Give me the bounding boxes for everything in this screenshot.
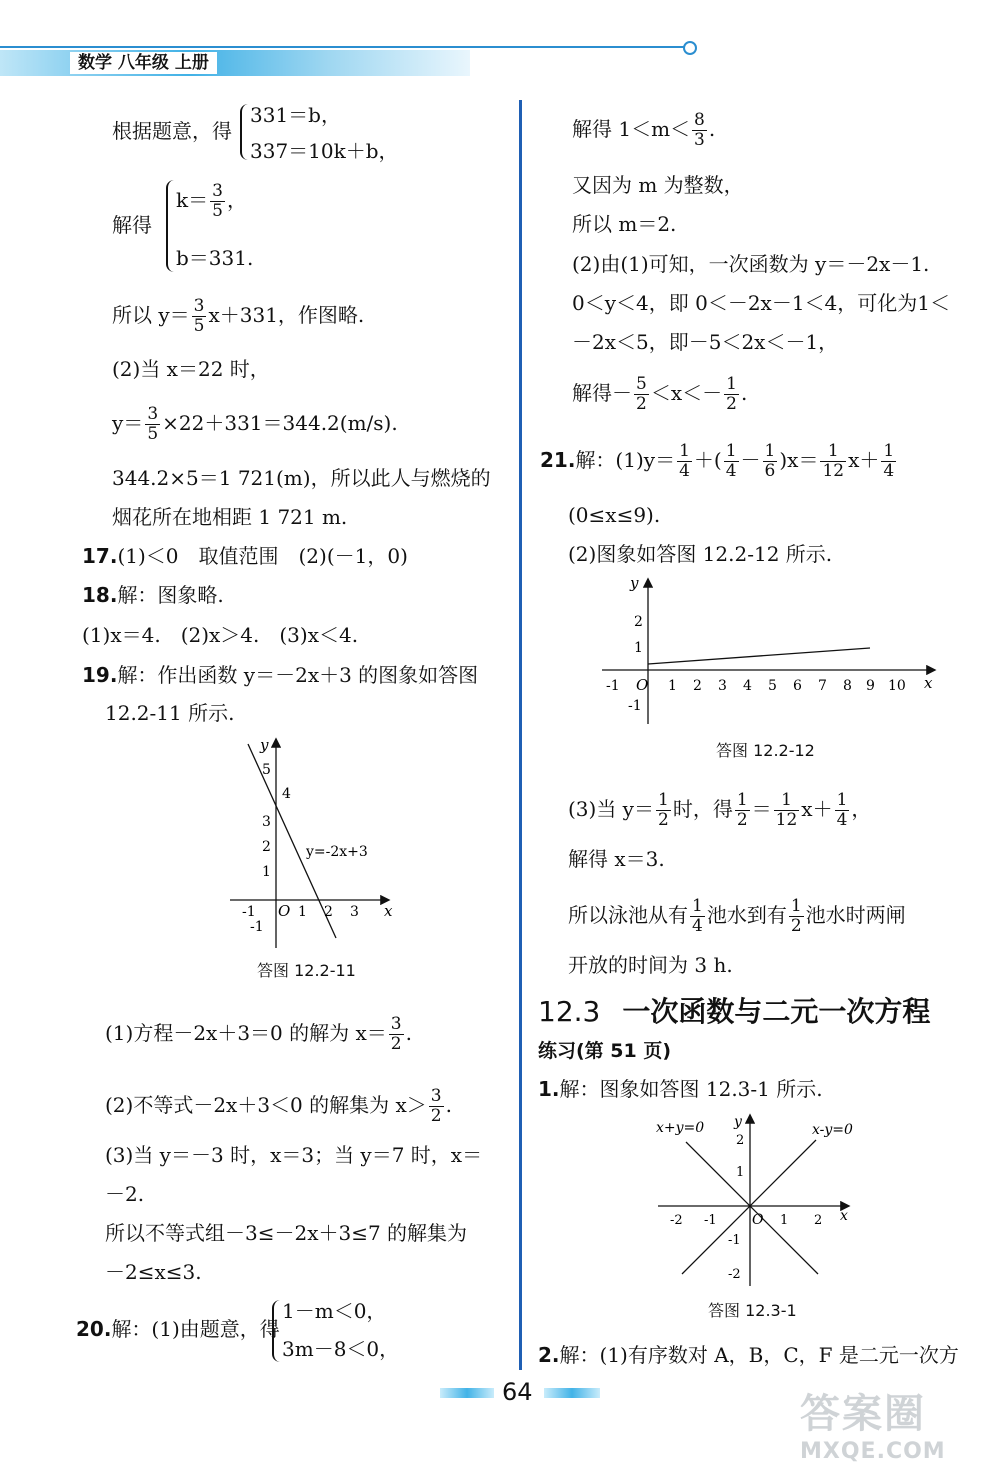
left-line-4: (2)当 x＝22 时， [112,357,270,381]
right-line-3: 所以 m＝2. [572,212,677,236]
x-tick: -1 [704,1213,717,1228]
y-axis-label: y [734,1114,742,1130]
left-eq-2: 337＝10k＋b， [250,139,399,163]
y-tick: 1 [634,640,643,656]
x-tick: 2 [814,1213,823,1228]
y-axis-label: y [630,574,639,592]
line-label-right: x-y=0 [812,1122,853,1138]
practice-1: 1.解：图象如答图 12.3-1 所示. [538,1077,823,1101]
q21-part2: (2)图象如答图 12.2-12 所示. [568,542,833,566]
footer-band-left [440,1388,494,1398]
x-tick: 2 [693,678,702,694]
q21-conclusion: 所以泳池从有 $\frac{1}{4}$ 池水到有 $\frac{1}{2}$ 池水时两闸 [568,896,906,936]
right-line-7: 解得－ $\frac{5}{2}$ ＜x＜－ $\frac{1}{2}$ . [572,374,748,414]
answer-3: (3)当 y＝－3 时，x＝3；当 y＝7 时，x＝ [105,1143,483,1167]
y-axis-label: y [260,736,269,754]
figure-caption: 答图 12.2-12 [716,741,815,760]
origin-label: O [752,1212,764,1228]
q20-eq-1: 1－m＜0， [282,1299,387,1323]
page-number: 64 [502,1378,533,1406]
origin-label: O [278,902,291,920]
page-footer [440,1378,600,1408]
y-tick: 2 [634,614,643,630]
watermark-text: 答案圈 [800,1391,926,1437]
y-tick: 1 [736,1165,745,1180]
right-line-4: (2)由(1)可知，一次函数为 y＝－2x－1. [572,252,930,276]
answer-1: (1)方程－2x＋3＝0 的解为 x＝ $\frac{3}{2}$ . [105,1014,412,1054]
system-brace-2 [166,180,174,272]
question-19: 19.解：作出函数 y＝－2x＋3 的图象如答图 [82,663,479,687]
left-eq-3: k＝ $\frac{3}{5}$ ， [176,181,247,221]
figure-caption: 答图 12.3-1 [708,1301,797,1320]
x-tick: 3 [718,678,727,694]
y-tick: -2 [728,1267,741,1282]
question-20: 20.解：(1)由题意，得 [76,1317,280,1341]
practice-heading: 练习(第 51 页) [538,1040,672,1062]
x-tick: 7 [818,678,827,694]
x-tick: 6 [793,678,802,694]
watermark-url: MXQE.COM [800,1439,946,1464]
header-title: 数学 八年级 上册 [70,52,217,74]
q21-part3: (3)当 y＝ $\frac{1}{2}$ 时，得 $\frac{1}{2}$ ＝ $\frac{1}{12}$ x＋ $\frac{1}{4}$ ， [568,790,872,830]
left-line-7: 烟花所在地相距 1 721 m. [112,505,348,529]
left-line-5: y＝ $\frac{3}{5}$ ×22＋331＝344.2(m/s). [112,404,398,444]
q21-range: (0≤x≤9). [568,503,661,527]
figure-12-2-11 [220,730,400,952]
section-heading: 12.3 一次函数与二元一次方程 [538,995,931,1028]
x-tick: -2 [670,1213,683,1228]
y-tick: 1 [262,864,271,880]
left-eq-4: b＝331. [176,246,254,270]
origin-label: O [636,676,649,694]
x-axis-label: x [924,674,933,692]
x-axis-label: x [384,902,393,920]
x-tick: 2 [324,904,333,920]
right-line-1: 解得 1＜m＜ $\frac{8}{3}$ . [572,110,716,150]
x-tick: 9 [866,678,875,694]
x-tick: 3 [350,904,359,920]
question-17: 17.(1)＜0 取值范围 (2)(－1，0) [82,544,408,568]
practice-2: 2.解：(1)有序数对 A，B，C，F 是二元一次方 [538,1343,959,1367]
column-divider [519,100,522,1370]
left-line-6: 344.2×5＝1 721(m)，所以此人与燃烧的 [112,466,491,490]
answer-4-cont: －2≤x≤3. [105,1260,202,1284]
question-21: 21.解：(1)y＝ $\frac{1}{4}$ ＋( $\frac{1}{4}$ － $\frac{1}{6}$ )x＝ $\frac{1}{12}$ x＋ $\frac{1}{4}$ [540,441,895,481]
figure-12-2-12 [598,572,940,730]
y-tick: -1 [250,919,264,935]
y-tick: 2 [736,1133,745,1148]
answer-3-cont: －2. [105,1182,145,1206]
x-tick: 1 [780,1213,789,1228]
line-label: y=-2x+3 [306,844,368,860]
x-tick: 1 [298,904,307,920]
x-tick: -1 [242,904,256,920]
q20-eq-2: 3m－8＜0， [282,1337,400,1361]
line-x-plus-y-eq-0 [686,1142,818,1274]
page-header [0,38,700,78]
question-18: 18.解：图象略. [82,583,224,607]
x-tick: -1 [606,678,620,694]
q21-conclusion-cont: 开放的时间为 3 h. [568,953,733,977]
y-tick: 2 [262,839,271,855]
figure-caption: 答图 12.2-11 [257,961,356,980]
system-brace-3 [272,1300,280,1362]
watermark-logo [800,1382,990,1464]
x-tick: 10 [888,678,906,694]
y-tick: 4 [282,786,291,802]
question-19-line-2: 12.2-11 所示. [105,701,235,725]
system-brace-1 [240,104,248,160]
x-tick: 1 [668,678,677,694]
y-tick: 5 [262,762,271,778]
q21-solve: 解得 x＝3. [568,847,665,871]
header-rule [0,46,688,48]
answer-2: (2)不等式－2x＋3＜0 的解集为 x＞ $\frac{3}{2}$ . [105,1086,452,1126]
figure-12-3-1 [652,1112,862,1290]
y-tick: -1 [628,698,642,714]
x-tick: 8 [843,678,852,694]
right-line-2: 又因为 m 为整数， [572,173,744,197]
left-line-3: 所以 y＝ $\frac{3}{5}$ x＋331，作图略. [112,296,365,336]
y-tick: 3 [262,814,271,830]
x-tick: 4 [743,678,752,694]
right-line-5: 0＜y＜4，即 0＜－2x－1＜4，可化为1＜ [572,291,951,315]
footer-band-right [544,1388,600,1398]
left-line-2: 解得 [112,213,152,237]
y-tick: -1 [728,1233,741,1248]
question-18-answers: (1)x＝4. (2)x＞4. (3)x＜4. [82,623,359,647]
line-label-left: x+y=0 [656,1120,705,1136]
line-x-minus-y-eq-0 [682,1140,816,1274]
header-rule-end-dot [683,41,697,55]
answer-4: 所以不等式组－3≤－2x＋3≤7 的解集为 [105,1221,468,1245]
right-line-6: －2x＜5，即－5＜2x＜－1， [572,330,839,354]
left-line-1: 根据题意，得 [112,119,232,143]
function-line [648,648,870,664]
left-eq-1: 331＝b， [250,103,341,127]
x-tick: 5 [768,678,777,694]
x-axis-label: x [840,1208,848,1224]
